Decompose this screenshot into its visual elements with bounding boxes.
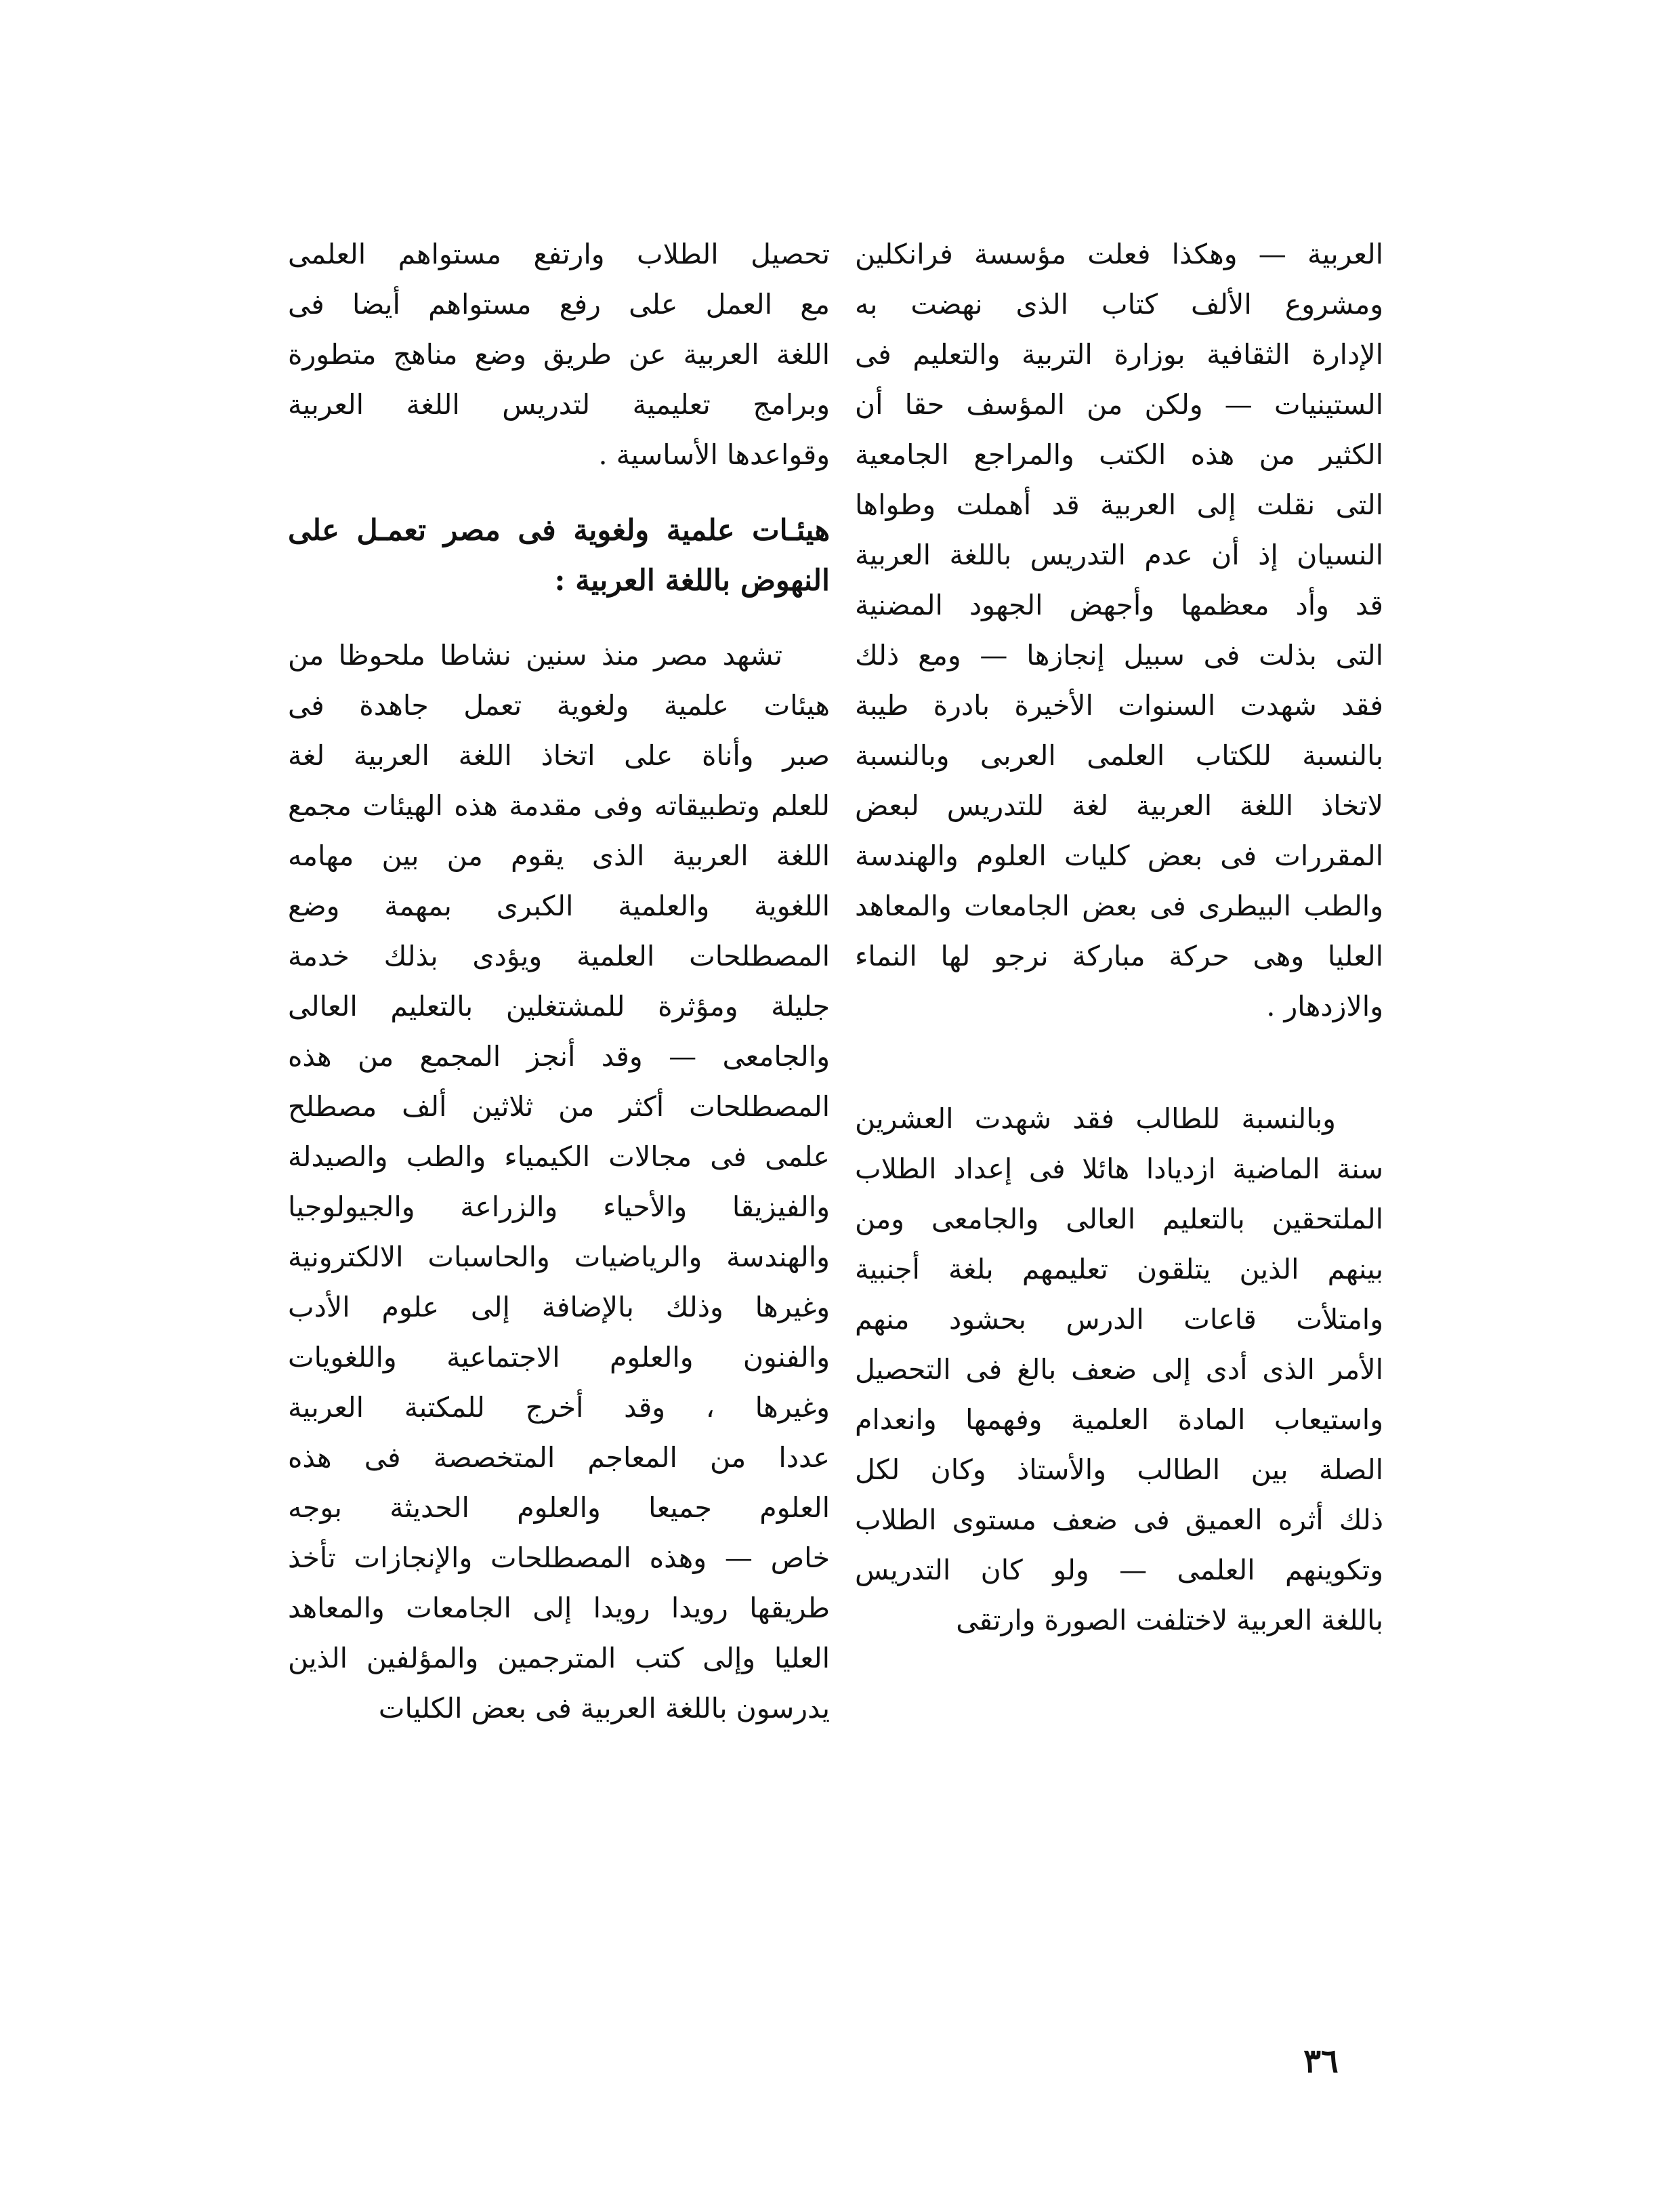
text-line: علمى فى مجالات الكيمياء والطب والصيدلة [288,1140,830,1173]
text-line: العليا وهى حركة مباركة نرجو لها النماء [855,940,1383,972]
text-line: المصطلحات العلمية ويؤدى بذلك خدمة [288,940,830,972]
text-line: الكثير من هذه الكتب والمراجع الجامعية [855,438,1383,471]
text-line: المصطلحات أكثر من ثلاثين ألف مصطلح [288,1090,830,1123]
text-line: تشهد مصر منذ سنين نشاطا ملحوظا من [288,639,782,672]
heading-line: النهوض باللغة العربية : [554,564,830,598]
text-line: جليلة ومؤثرة للمشتغلين بالتعليم العالى [288,990,830,1022]
text-line: وبرامج تعليمية لتدريس اللغة العربية [288,388,830,421]
text-line: اللغة العربية الذى يقوم من بين مهامه [288,840,830,872]
left-column [288,229,830,1733]
text-line: الإدارة الثقافية بوزارة التربية والتعليم فى [855,338,1383,371]
text-line: وقواعدها الأساسية . [598,438,830,471]
text-line: والهندسة والرياضيات والحاسبات الالكترونية [288,1241,830,1273]
text-line: سنة الماضية ازديادا هائلا فى إعداد الطلاب [855,1153,1383,1185]
text-line: الستينيات — ولكن من المؤسف حقا أن [855,388,1383,421]
text-line: طريقها رويدا رويدا إلى الجامعات والمعاهد [288,1592,830,1624]
text-line: ومشروع الألف كتاب الذى نهضت به [855,288,1383,321]
text-line: والفنون والعلوم الاجتماعية واللغويات [288,1341,830,1373]
text-line: والفيزيقا والأحياء والزراعة والجيولوجيا [288,1191,830,1223]
text-line: التى بذلت فى سبيل إنجازها — ومع ذلك [855,639,1383,672]
text-line: التى نقلت إلى العربية قد أهملت وطواها [855,489,1383,521]
heading-spacer [288,480,830,505]
text-line: الصلة بين الطالب والأستاذ وكان لكل [855,1453,1383,1486]
text-line: اللغة العربية عن طريق وضع مناهج متطورة [288,338,830,371]
text-line: باللغة العربية لاختلفت الصورة وارتقى [956,1604,1383,1636]
right-paragraph-1 [855,229,1383,1031]
text-line: مع العمل على رفع مستواهم أيضا فى [288,288,830,321]
section-heading [288,505,830,606]
text-line: العلوم جميعا والعلوم الحديثة بوجه [288,1491,830,1524]
text-line: وتكوينهم العلمى — ولو كان التدريس [855,1554,1383,1586]
paragraph-spacer [855,1031,1383,1094]
text-line: العليا وإلى كتب المترجمين والمؤلفين الذين [288,1642,830,1674]
text-line: صبر وأناة على اتخاذ اللغة العربية لغة [288,739,830,772]
text-line: اللغوية والعلمية الكبرى بمهمة وضع [288,890,830,922]
text-line: ذلك أثره العميق فى ضعف مستوى الطلاب [855,1504,1383,1536]
text-line: هيئات علمية ولغوية تعمل جاهدة فى [288,689,830,722]
text-line: بينهم الذين يتلقون تعليمهم بلغة أجنبية [855,1253,1383,1285]
text-line: تحصيل الطلاب وارتفع مستواهم العلمى [288,238,830,270]
text-line: خاص — وهذه المصطلحات والإنجازات تأخذ [288,1542,830,1574]
text-line: العربية — وهكذا فعلت مؤسسة فرانكلين [855,238,1383,270]
text-line: وبالنسبة للطالب فقد شهدت العشرين [855,1102,1336,1135]
text-line: والازدهار . [1266,990,1383,1022]
text-line: لاتخاذ اللغة العربية لغة للتدريس لبعض [855,789,1383,822]
text-line: بالنسبة للكتاب العلمى العربى وبالنسبة [855,739,1383,772]
right-paragraph-2 [855,1094,1383,1645]
text-line: المقررات فى بعض كليات العلوم والهندسة [855,840,1383,872]
text-line: وغيرها وذلك بالإضافة إلى علوم الأدب [288,1291,830,1323]
page-number: ٣٦ [1303,2042,1339,2080]
text-line: الملتحقين بالتعليم العالى والجامعى ومن [855,1203,1383,1235]
text-line: الأمر الذى أدى إلى ضعف بالغ فى التحصيل [855,1353,1383,1386]
text-line: للعلم وتطبيقاته وفى مقدمة هذه الهيئات مجمع [288,789,830,822]
text-line: قد وأد معظمها وأجهض الجهود المضنية [855,589,1383,621]
text-line: وامتلأت قاعات الدرس بحشود منهم [855,1303,1383,1336]
text-line: فقد شهدت السنوات الأخيرة بادرة طيبة [855,689,1383,722]
text-line: يدرسون باللغة العربية فى بعض الكليات [378,1692,830,1724]
text-line: والطب البيطرى فى بعض الجامعات والمعاهد [855,890,1383,922]
text-line: واستيعاب المادة العلمية وفهمها وانعدام [855,1403,1383,1436]
text-line: وغيرها ، وقد أخرج للمكتبة العربية [288,1391,830,1424]
right-column [855,229,1383,1645]
left-paragraph-2 [288,630,830,1733]
text-line: والجامعى — وقد أنجز المجمع من هذه [288,1040,830,1073]
heading-line: هيئـات علمية ولغوية فى مصر تعمـل على [288,514,830,548]
heading-spacer [288,606,830,630]
text-line: عددا من المعاجم المتخصصة فى هذه [288,1441,830,1474]
text-line: النسيان إذ أن عدم التدريس باللغة العربية [855,539,1383,571]
left-paragraph-1 [288,229,830,480]
